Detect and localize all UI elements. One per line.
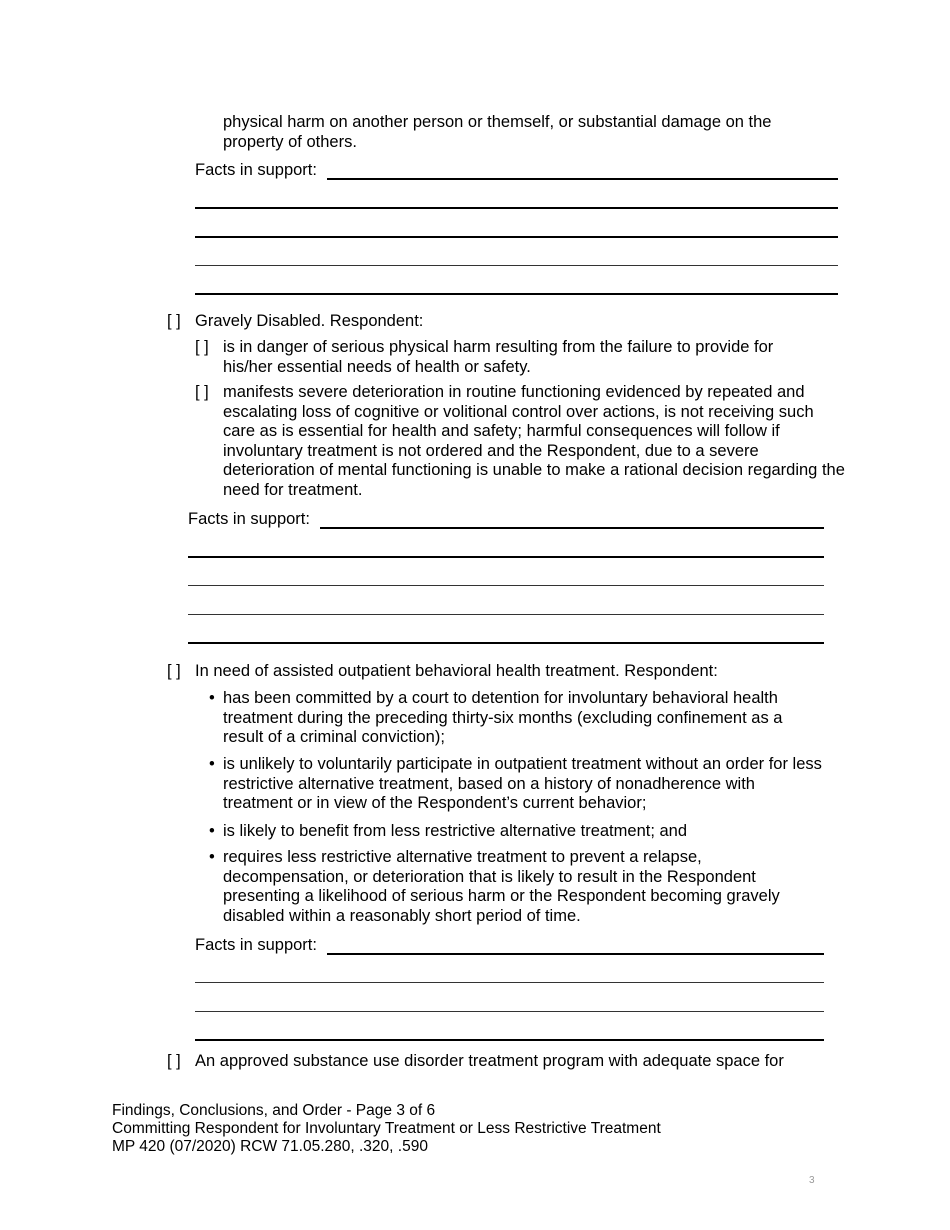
facts-line[interactable] xyxy=(195,236,838,238)
outpatient-checkbox[interactable]: [ ] xyxy=(167,662,181,680)
facts-line[interactable] xyxy=(188,614,824,615)
gravely-item-2-checkbox[interactable]: [ ] xyxy=(195,383,209,401)
facts-line[interactable] xyxy=(188,585,824,586)
footer-line-1: Findings, Conclusions, and Order - Page 3 of 6 xyxy=(112,1102,436,1119)
facts-line[interactable] xyxy=(320,527,824,529)
footer-line-3: MP 420 (07/2020) RCW 71.05.280, .320, .590 xyxy=(112,1138,428,1155)
facts-label-1: Facts in support: xyxy=(195,161,317,179)
footer xyxy=(112,1102,661,1156)
substance-text: An approved substance use disorder treatment program with adequate space for xyxy=(195,1052,784,1070)
facts-line[interactable] xyxy=(195,293,838,295)
facts-line[interactable] xyxy=(195,1039,824,1041)
facts-line[interactable] xyxy=(327,953,824,955)
facts-line[interactable] xyxy=(188,556,824,558)
bullet-icon: • xyxy=(209,755,215,773)
gravely-item-1-text: is in danger of serious physical harm resulting from the failure to provide for his/her essential needs of health or safety. xyxy=(223,338,774,376)
facts-line[interactable] xyxy=(195,265,838,266)
facts-label-2: Facts in support: xyxy=(188,510,310,528)
bullet-icon: • xyxy=(209,689,215,707)
facts-line[interactable] xyxy=(188,642,824,644)
gravely-disabled-heading: Gravely Disabled. Respondent: xyxy=(195,312,424,330)
facts-label-3: Facts in support: xyxy=(195,936,317,954)
outpatient-bullet-1: has been committed by a court to detention for involuntary behavioral health treatment during the preceding thirty-six months (excluding confinement as a result of a criminal conviction); xyxy=(223,689,783,746)
substance-checkbox[interactable]: [ ] xyxy=(167,1052,181,1070)
bullet-icon: • xyxy=(209,822,215,840)
intro-paragraph: physical harm on another person or themself, or substantial damage on the property of others. xyxy=(223,113,772,151)
facts-line[interactable] xyxy=(195,207,838,209)
outpatient-bullet-2: is unlikely to voluntarily participate in outpatient treatment without an order for less restrictive alternative treatment, based on a history of nonadherence with treatment or in view of the Respondent’s current behavior; xyxy=(223,755,822,812)
gravely-item-1-checkbox[interactable]: [ ] xyxy=(195,338,209,356)
page-number: 3 xyxy=(809,1175,815,1186)
outpatient-bullet-3: is likely to benefit from less restrictive alternative treatment; and xyxy=(223,822,688,840)
outpatient-heading: In need of assisted outpatient behavioral health treatment. Respondent: xyxy=(195,662,718,680)
facts-line[interactable] xyxy=(195,982,824,983)
gravely-item-2-text: manifests severe deterioration in routine functioning evidenced by repeated and escalating loss of cognitive or volitional control over actions, is not receiving such care as is essential for health and safety; harmful consequences will follow if involuntary treatment is not ordered and the Respondent, due to a severe deterioration of mental functioning is unable to make a rational decision regarding the need for treatment. xyxy=(223,383,845,499)
footer-line-2: Committing Respondent for Involuntary Treatment or Less Restrictive Treatment xyxy=(112,1120,661,1137)
facts-line[interactable] xyxy=(327,178,838,180)
facts-line[interactable] xyxy=(195,1011,824,1012)
outpatient-bullet-4: requires less restrictive alternative treatment to prevent a relapse, decompensation, or deterioration that is likely to result in the Respondent presenting a likelihood of serious harm or the Respondent becoming gravely disabled within a reasonably short period of time. xyxy=(223,848,780,925)
bullet-icon: • xyxy=(209,848,215,866)
gravely-disabled-checkbox[interactable]: [ ] xyxy=(167,312,181,330)
